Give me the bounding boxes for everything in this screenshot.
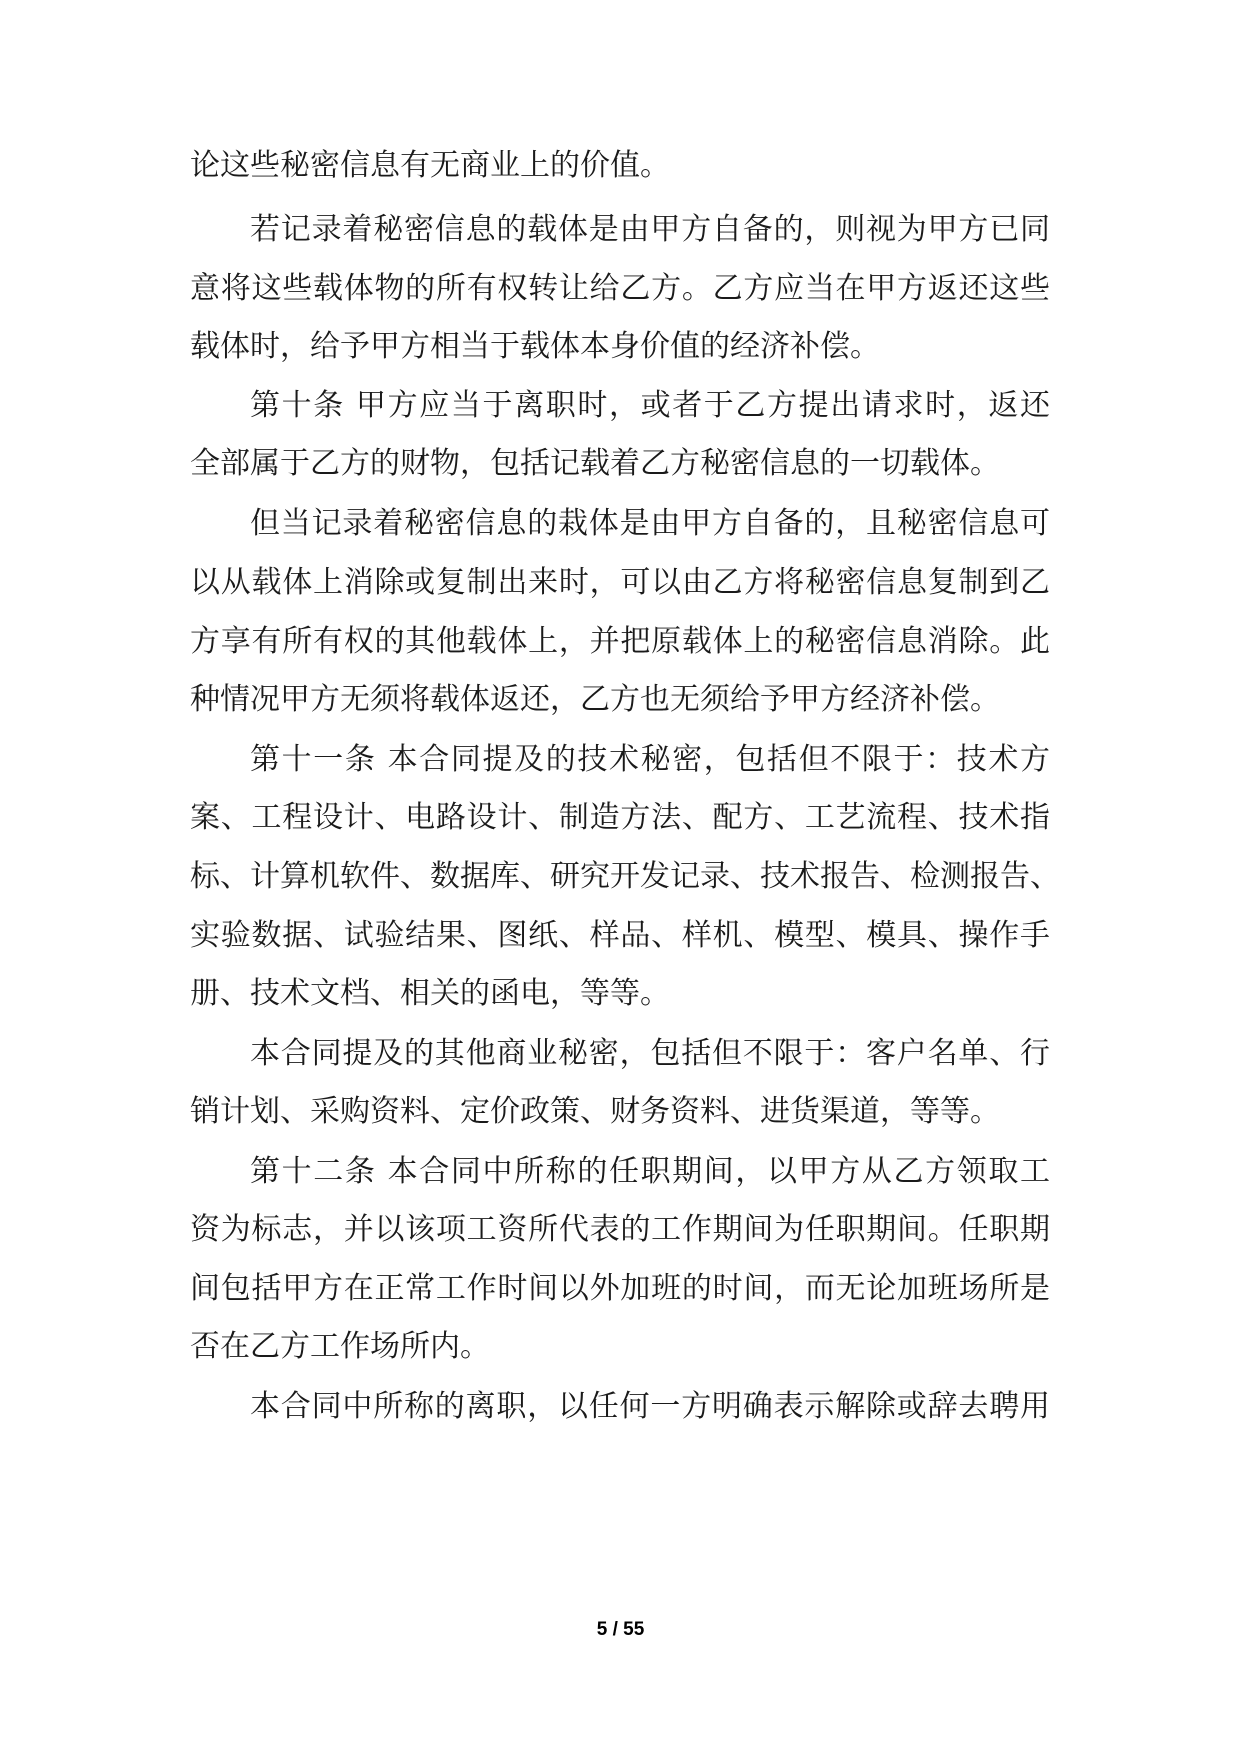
text-line: 全部属于乙方的财物，包括记载着乙方秘密信息的一切载体。 [190, 446, 1000, 481]
text-line: 第十二条 本合同中所称的任职期间，以甲方从乙方领取工 [250, 1154, 1050, 1189]
text-line: 方享有所有权的其他载体上，并把原载体上的秘密信息消除。此 [190, 624, 1050, 659]
text-line: 以从载体上消除或复制出来时，可以由乙方将秘密信息复制到乙 [190, 565, 1050, 600]
text-line: 案、工程设计、电路设计、制造方法、配方、工艺流程、技术指 [190, 800, 1050, 835]
text-line: 销计划、采购资料、定价政策、财务资料、进货渠道，等等。 [190, 1094, 1000, 1129]
text-line: 册、技术文档、相关的函电，等等。 [190, 976, 670, 1011]
page-number: 5 / 55 [596, 1619, 645, 1640]
text-line: 论这些秘密信息有无商业上的价值。 [190, 148, 670, 183]
text-line: 载体时，给予甲方相当于载体本身价值的经济补偿。 [190, 329, 880, 364]
text-line: 标、计算机软件、数据库、研究开发记录、技术报告、检测报告、 [190, 859, 1060, 894]
text-line: 实验数据、试验结果、图纸、样品、样机、模型、模具、操作手 [190, 918, 1050, 953]
text-line: 资为标志，并以该项工资所代表的工作期间为任职期间。任职期 [190, 1212, 1050, 1247]
text-line: 意将这些载体物的所有权转让给乙方。乙方应当在甲方返还这些 [190, 271, 1050, 306]
text-line: 否在乙方工作场所内。 [190, 1329, 490, 1364]
text-line: 第十条 甲方应当于离职时，或者于乙方提出请求时，返还 [250, 388, 1050, 423]
text-line: 若记录着秘密信息的载体是由甲方自备的，则视为甲方已同 [250, 212, 1050, 247]
text-line: 但当记录着秘密信息的栽体是由甲方自备的，且秘密信息可 [250, 506, 1050, 541]
text-line: 种情况甲方无须将载体返还，乙方也无须给予甲方经济补偿。 [190, 682, 1000, 717]
text-line: 本合同中所称的离职，以任何一方明确表示解除或辞去聘用 [250, 1389, 1050, 1424]
text-line: 本合同提及的其他商业秘密，包括但不限于：客户名单、行 [250, 1036, 1050, 1071]
text-line: 第十一条 本合同提及的技术秘密，包括但不限于：技术方 [250, 742, 1050, 777]
text-line: 间包括甲方在正常工作时间以外加班的时间，而无论加班场所是 [190, 1271, 1050, 1306]
